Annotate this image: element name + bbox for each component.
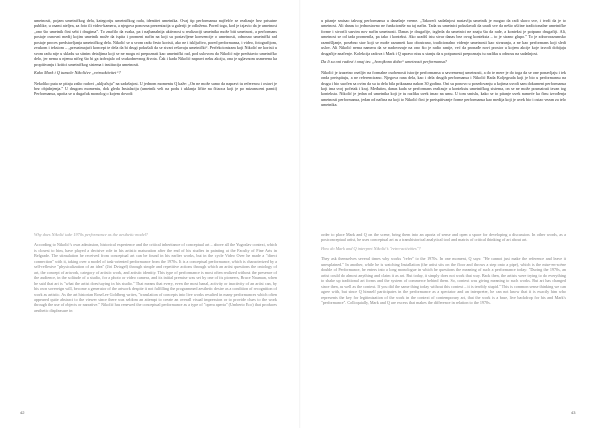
paragraph: Nikolić je izuzetno osetljiv na formalne osobenosti istorije performansa u savremenoj umetnosti, a do te mere je do toga da se one ponavljaju i tek onda preispituju, a ne referencirano. Njegova rana dela, kao i dela drugih performansa i Nikolić Rada Koljegruda koji je bio u performansu na drugu i bio suočen sa ovim da su ta dela bila prikazana nakon 30 godina. Oni su ponovo u posedovanju u kojima uvodi sam dokument performansa koji ima svoj početak i kraj. Međutim, danas kada se performans realizuje u kontekstu umetničkog sistema, on se ne može posmatrati izvan tog konteksta. Nikolić je jedan od umetnika koji je tu razliku uvek imao na umu. U tom smislu, kako se to pitanje uvek nameće ka činu izvođenja umetnosti performansa, jedan od načina na koji to Nikolić čini je preispitivanje forme performansa kao medija koji je uvek bio i ostao vezan za telo umetnika.	[321, 69, 566, 108]
section-question: How do Mark and Q interpret Nikolić’s "retro-activities"?	[321, 245, 421, 251]
paragraph: order to place Mark and Q on the scene, bring them into an aporia of sense and open a space for developing a discussion. In other words, as a postconceptual artist, he uses conceptual art as a transhistorical analytical tool and matrix of critical thinking of art about art.	[321, 232, 566, 243]
section-question: Da li su oni radovi i onaj tzv. „horojkono doba“ umetnosti performansa?	[321, 59, 448, 65]
paragraph: umetnosti, pojam umetničkog dela, kategoriju umetničkog rada, identitet umetnika. Ovaj tip performansa najčešće se realizuje bez prisutne publike, u osami ateljea, za foto ili video-kameru, a njegova ponovna prezentacija u galeriji je odložena. Pored toga, kod je izjavio da je umetnost „ono što umetnik čini sebi i drugima”. To značilo da svaka, pa i najbanalnija aktivnost u realizaciji umetnika može biti umetnost, a performans postaje osnovni medij kojim umetnik može da ispita i promeni način na koji su postavljene konvencije o umetnosti, odnosno umetnički rad postaje proces predstavljanja umetničkog dela. Nikolić se u svom radu često koristi, ako ne i isključivo, pored performansa, i video, fotografijom, zvukom i tekstom – „preuzimajući koncept te dela da bi drugi pokušali da se stvari rešavaju umetnički“. Perfekcionizam koji Nikolić ne koristi u svom radu nije u skladu sa sitnim detaljima koji se ne mogu ni prepoznati kao umetnički rad, pod uslovom da Nikolić nije predstavio umetničko delo, jer nema u njemu ničeg što bi ga izdvajalo od svakodnevnog života. Čak i kada Nikolić napravi neku akciju, ona je uglavnom usmerena ka propitivanju i kritici umetničkog sistema i institucija umetnosti.	[34, 18, 277, 67]
paragraph: u pitanje smisao takvog performansa u današnje vreme. „Takoreći sadašnjost nastavlja umetnik je mogao da radi skoro sve, i tvrdi da je to umetnost. Ali danas to jednostavno ne funkcioniše na taj način. Tada su umetnici pokušavali da uradi sve da nešto ušćine tradicionalne umetničke forme i stvorili sasvim nov način umetnosti. Danas je drugačije, izgleda da umetnici ne znaju šta da rade, a kontekst je potpuno drugačiji. Ali, umetnost se od tada promenila, pa tako i kontekst. Ako uradiš istu stvar danas bez ovog konteksta – to je strano glupo.” To je zdravorazumsko razmišljanje, posebno stav koji se može razumeti kao obostrano, tradicionalno videnje umetnosti kao stvaranja, a ne kao performans koji sledi uslov. Ali Nikolić nema nameru da se nadovezuje na ono što je radio ranije, već da pronađe novi prostor u kojem akcije koje izvodi dobijaju drugačije značenje. Kolekcija radova i Mark i Q upravo nisu u stanju da u potpunosti prepoznaju tu razliku u odnosu na sadašnjost.	[321, 18, 566, 56]
paragraph: They ask themselves several times why works "refer" to the 1970s. In one moment, Q says: "He cannot just make the reference and leave it unexplained." In another, while he is watching Installation (the artist sits on the floor and throws a step onto a pipe), which is the mise-en-scène double of Performance, he enters into a long monologue in which he questions the meaning of such a performance today: "During the 1970s, an artist could do almost anything and claim it as art. But today, it simply does not work that way. Back then, the artists were trying to do everything to shake up traditional art forms and the system of commerce behind them. So, context was giving meaning to such works. But art has changed since then, as well as the context. If you did the same thing today without this context – it is terribly stupid." This is common sense thinking we can agree with, but since Q himself participates in the performance as a spectator and an interpreter, he can not know that it is exactly him who represents the key for legitimization of the work in the context of contemporary art, that the work is a base, live backdrop for his and Mark's "performance". Colloquially, Mark and Q are excess that makes the difference in relation to the 1970s.	[321, 256, 566, 305]
english-text-right	[321, 232, 566, 402]
paragraph: According to Nikolić’s own admission, historical experience and the critical inheritance of conceptual art – above all the Yugoslav context, which is closest to him, have played a decisive role in his artistic maturation after the end of his studies in painting at the Faculty of Fine Arts in Belgrade. The stimulation he received from conceptual art can be found in his earlier works, but in the cycle Video Over he made a "direct connection" with it, taking over a model of task-oriented performance from the 1970s. It is a conceptual performance, which is characterized by a self-reflexive "physicalization of an idea" (Jiri Dvtagel) through simple and repetitive actions through which an artist questions the ontology of art, the concept of artwork, category of artistic work, and artistic identity. This type of performance is most often realized without the presence of the audience, in the solitude of a studio, for a photo or video camera, and its initial premise was set by one of its pioneers, Bruce Nauman, when he said that art is "what the artist does/saying in his studio." That means that every, even the most banal, activity or inactivity of an artist can, by his own sovereign will, become a generator of the artwork despite it not fulfilling the programmed aesthetic desire as a condition of recognition of work as artistic. As the art historian RoseLee Goldberg writes, "translation of concepts into live works resulted in many performances which often appeared quite abstract to the viewer since there was seldom an attempt to create an overall visual impression or to provide clues to the work through the use of objects or narrative." Nikolić has renewed the conceptual performance as a type of "opera aperta" (Umberto Eco) that produces aesthetic displeasure in	[34, 242, 277, 313]
paragraph: Nekoliko puta se pitaju zašto radovi „uključuju” na sadašnjost. U jednom momentu Q kaže: „On ne može samo da napravi tu referencu i ostavi je bez objašnjenja.” U drugom momentu, dok gleda Instalaciju (umetnik veli na podu i uklanja ličite na čitaoca koji je po mizansceni pamti) Performansa, upoita se u dugačak monolog o kojem dovodi	[34, 80, 277, 97]
serbian-text-left	[34, 18, 277, 168]
page-number-right: 43	[571, 410, 576, 415]
section-question: Kako Mark i Q tumače Nikolićev „retroaktivitet“?	[34, 70, 121, 76]
section-question: Why does Nikolić take 1970s performance as the aesthetic model?	[34, 232, 148, 237]
page-number-left: 42	[20, 410, 25, 415]
gutter-shadow	[299, 0, 301, 428]
english-text-left	[34, 232, 277, 402]
serbian-text-right	[321, 18, 566, 176]
